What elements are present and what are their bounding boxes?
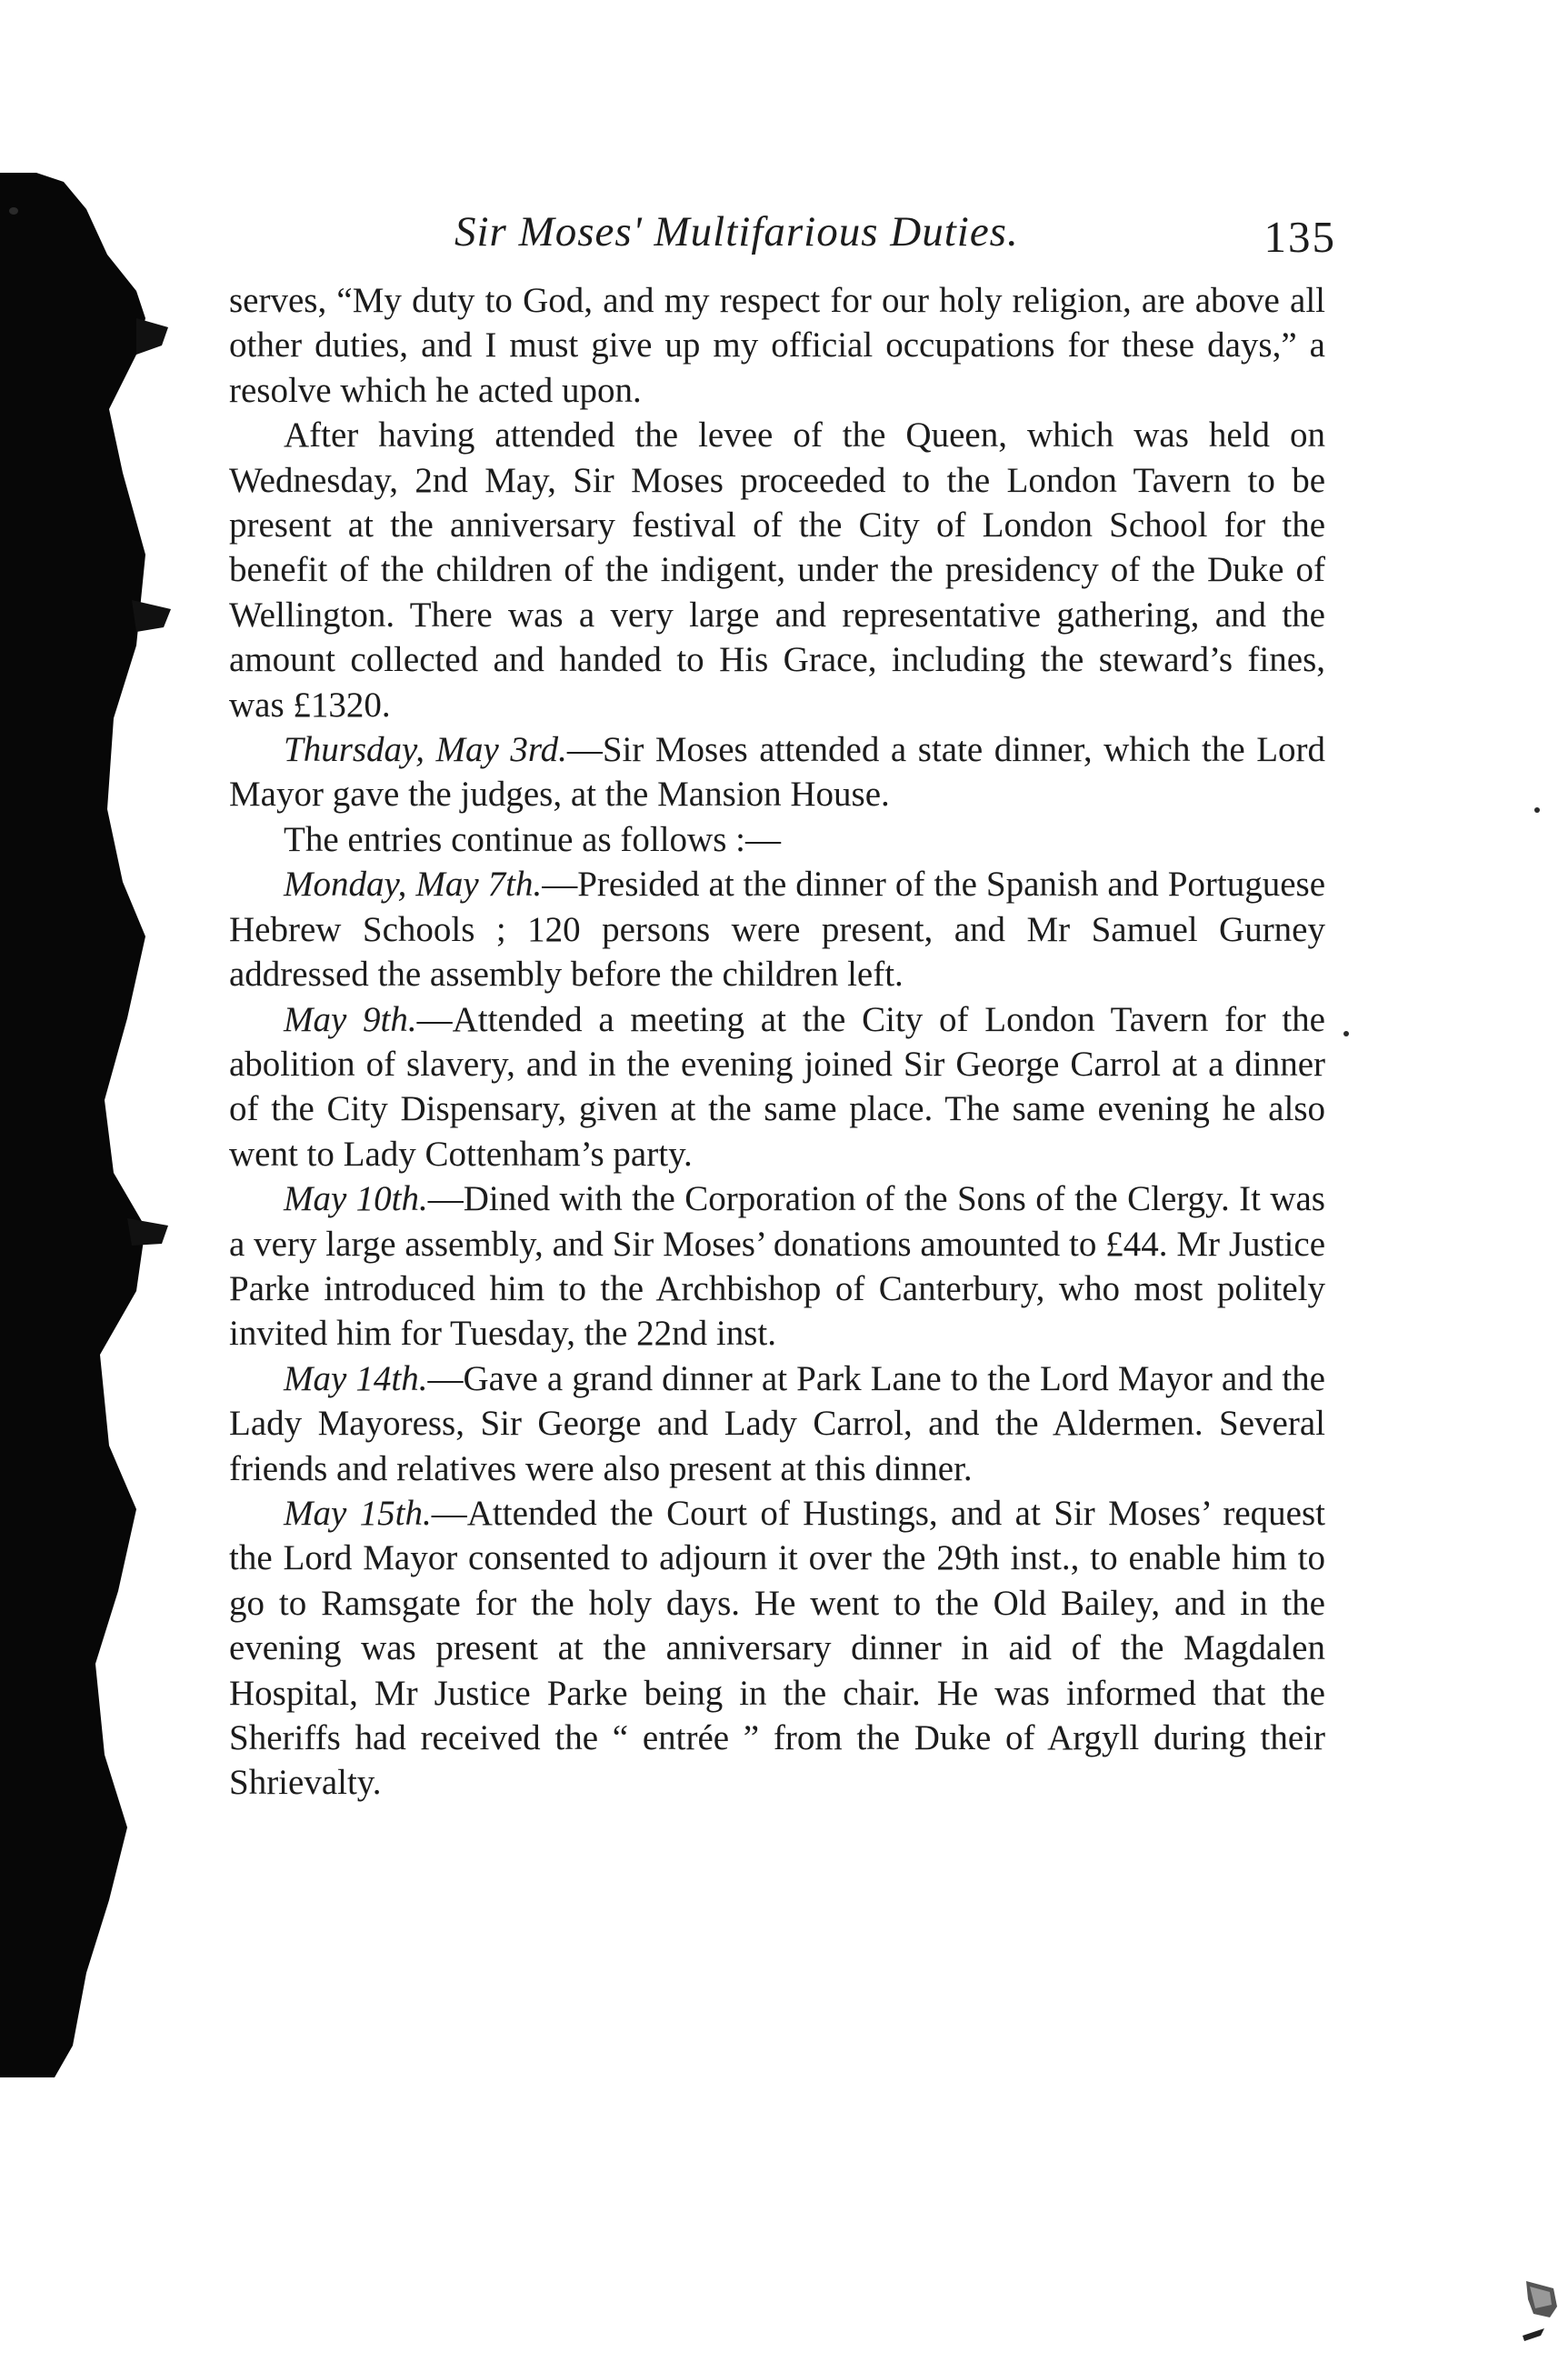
- paragraph: Thursday, May 3rd.—Sir Moses attended a state dinner, which the Lord Mayor gave the judges, at the Mansion House.: [229, 730, 1325, 815]
- entry-date: May 9th.: [284, 999, 417, 1039]
- page-number: 135: [1263, 212, 1336, 262]
- scan-speck: [9, 207, 18, 215]
- scan-speck: [1343, 1031, 1349, 1036]
- paragraph: May 14th.—Gave a grand dinner at Park Lane to the Lord Mayor and the Lady Mayoress, Sir George and Lady Carrol, and the Aldermen. Several friends and relatives were also present at this dinner.: [229, 1358, 1325, 1488]
- corner-scan-mark: [1517, 2281, 1563, 2345]
- entry-date: May 14th.: [284, 1358, 428, 1398]
- entry-date: Monday, May 7th.: [284, 865, 543, 905]
- paragraph: After having attended the levee of the Queen, which was held on Wednesday, 2nd May, Sir Moses proceeded to the London Tavern to be present at the anniversary festival of the City of London School for the benefit of the children of the indigent, under the presidency of the Duke of Wellington. There was a very large and representative gathering, and the amount collected and handed to His Grace, including the steward’s fines, was £1320.: [229, 415, 1325, 725]
- binding-edge-shadow: [0, 173, 173, 2077]
- entry-date: Thursday, May 3rd.: [284, 730, 567, 770]
- paragraph: May 10th.—Dined with the Corporation of the Sons of the Clergy. It was a very large assembly, and Sir Moses’ donations amounted to £44. Mr Justice Parke introduced him to the Archbishop of Canterbury, who most politely invited him for Tuesday, the 22nd inst.: [229, 1179, 1325, 1354]
- paragraph: May 9th.—Attended a meeting at the City of London Tavern for the abolition of slavery, and in the evening joined Sir George Carrol at a dinner of the City Dispensary, given at the same place. The same evening he also went to Lady Cottenham’s party.: [229, 999, 1325, 1174]
- scan-speck: [1534, 807, 1540, 813]
- paragraph: serves, “My duty to God, and my respect for our holy religion, are above all other duties, and I must give up my official occupations for these days,” a resolve which he acted upon.: [229, 281, 1325, 410]
- entry-date: May 10th.: [284, 1179, 428, 1219]
- entry-date: May 15th.: [284, 1493, 432, 1533]
- paragraph: The entries continue as follows :—: [284, 819, 781, 859]
- paragraph: May 15th.—Attended the Court of Hustings, and at Sir Moses’ request the Lord Mayor consented to adjourn it over the 29th inst., to enable him to go to Ramsgate for the holy days. He went to the Old Bailey, and in the evening was present at the anniversary dinner in aid of the Magdalen Hospital, Mr Justice Parke being in the chair. He was informed that the Sheriffs had received the “ entrée ” from the Duke of Argyll during their Shrievalty.: [229, 1493, 1325, 1803]
- body-text: [229, 278, 1325, 1806]
- paragraph: Monday, May 7th.—Presided at the dinner of the Spanish and Portuguese Hebrew Schools ; 120 persons were present, and Mr Samuel Gurney addressed the assembly before the children left.: [229, 865, 1326, 995]
- running-title: Sir Moses' Multifarious Duties.: [454, 208, 1019, 255]
